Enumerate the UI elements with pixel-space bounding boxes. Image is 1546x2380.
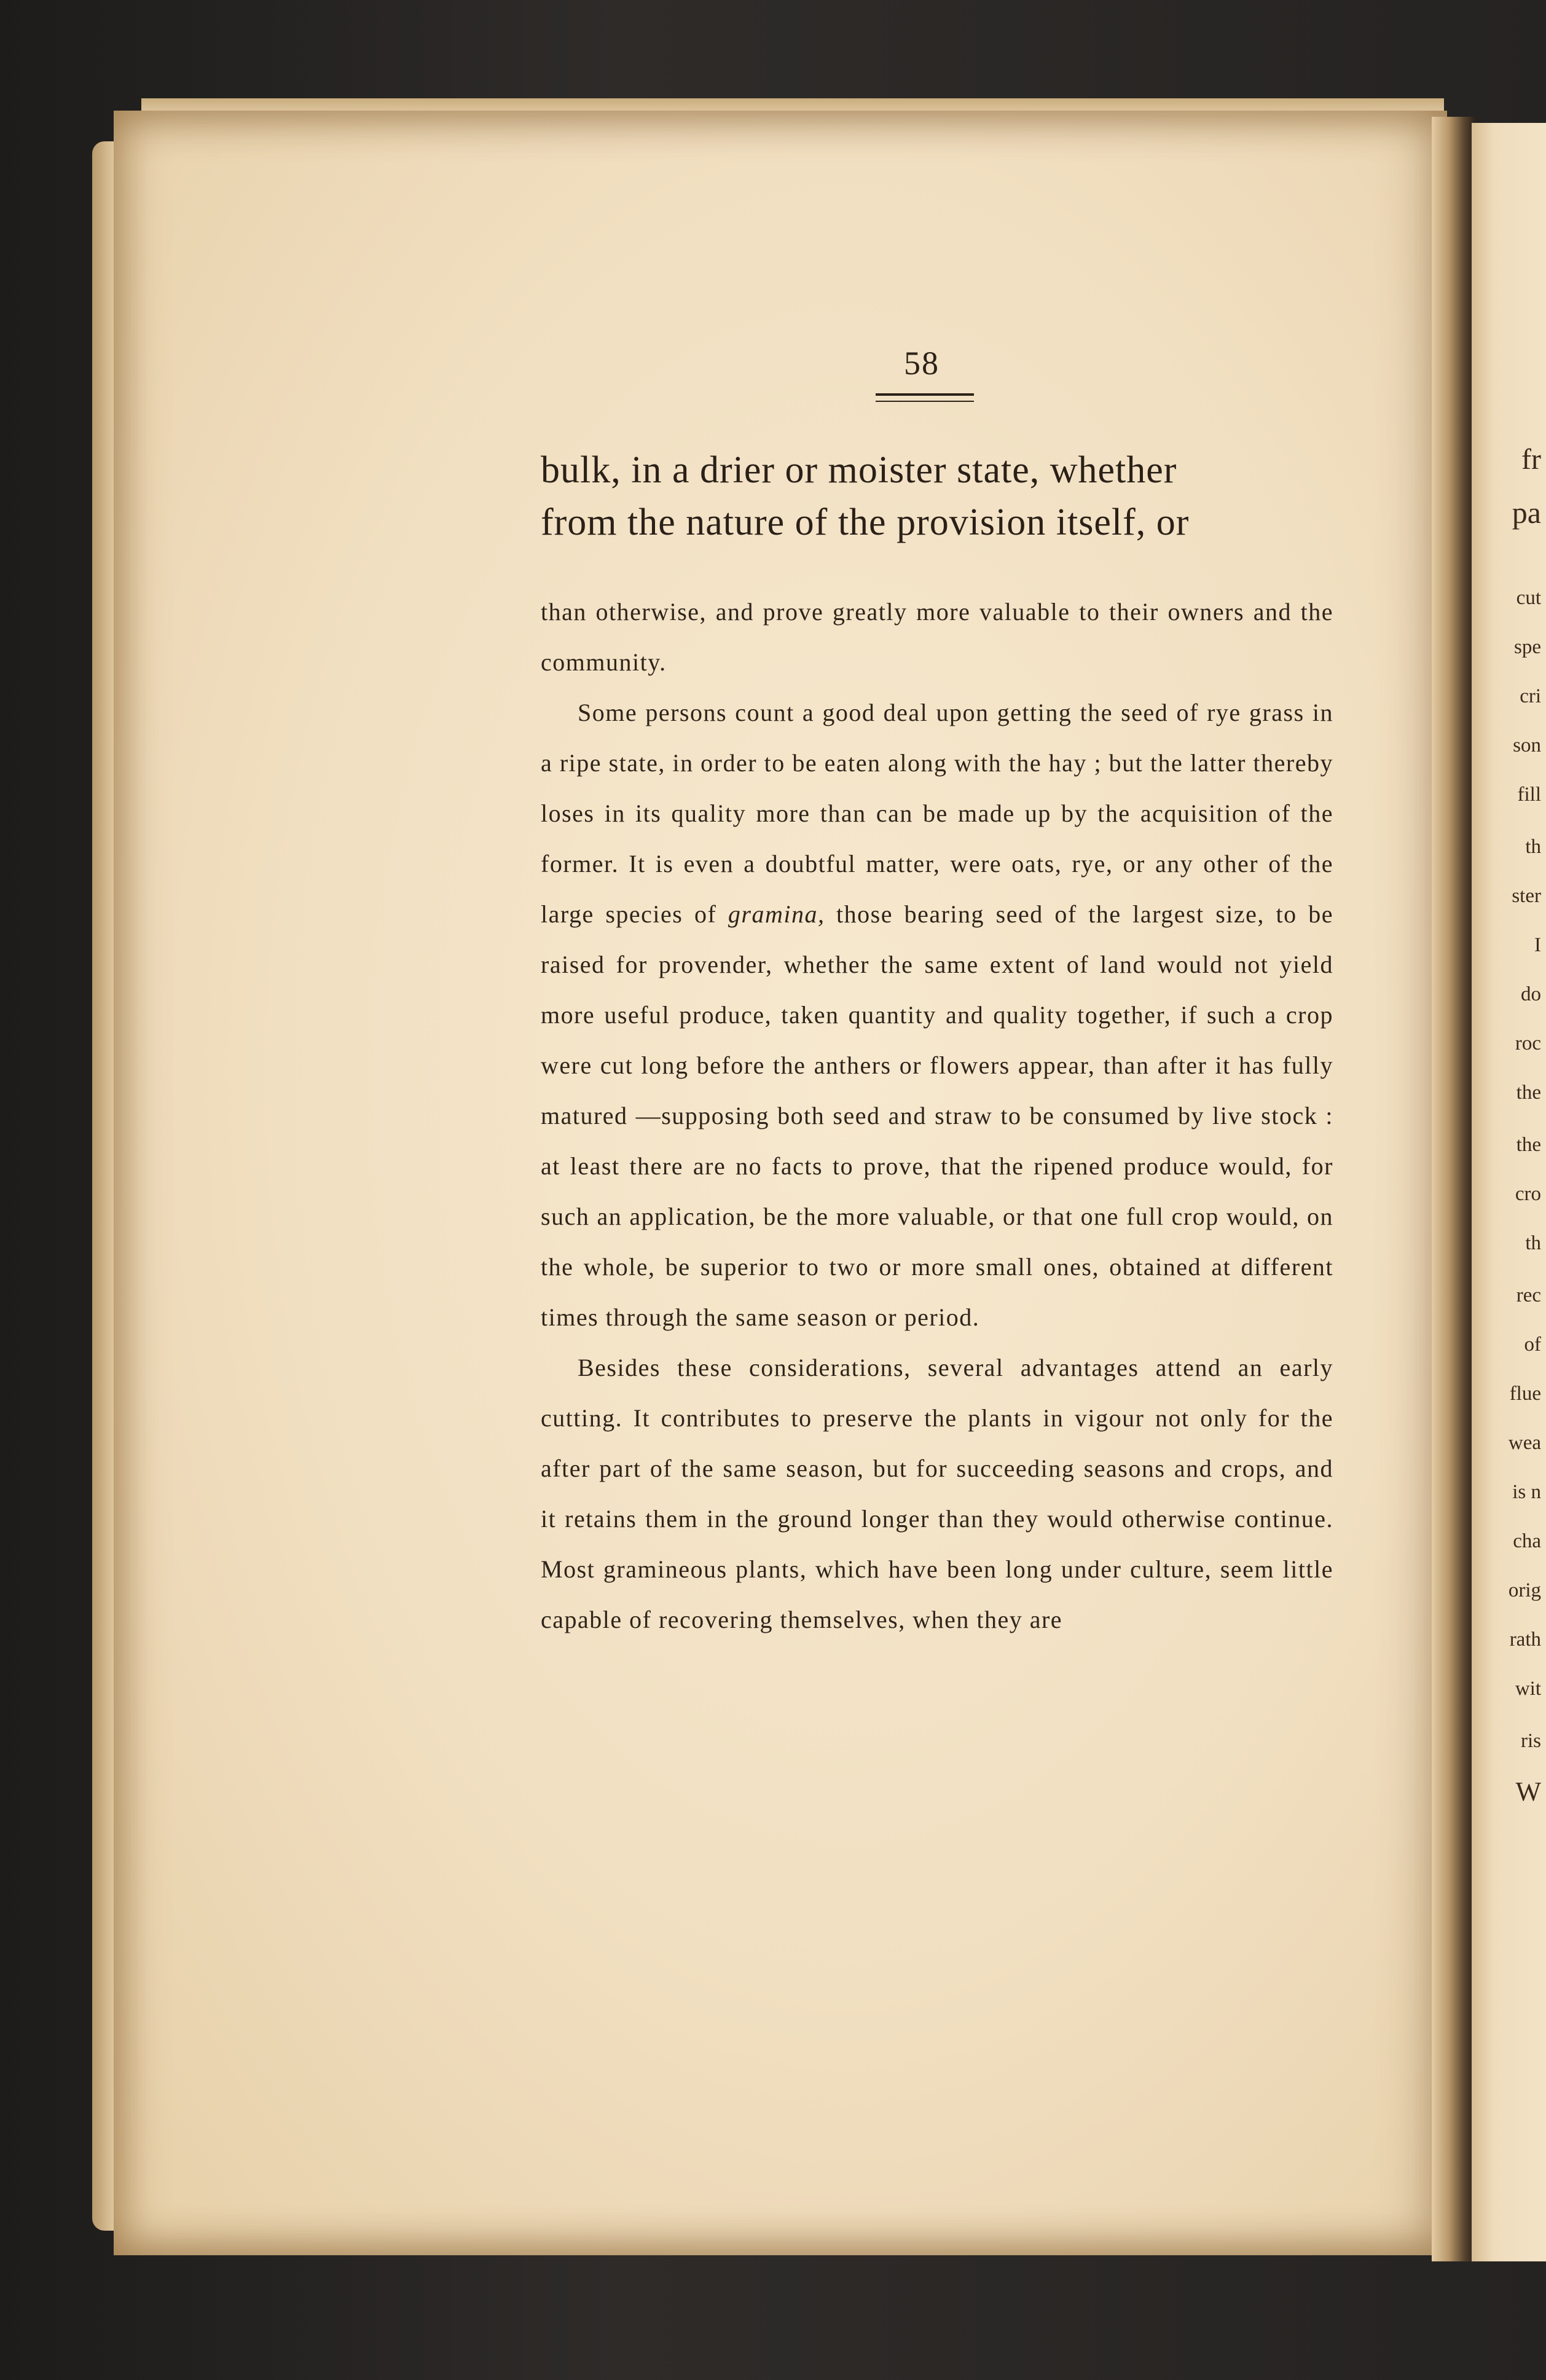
next-page-fragment: is n: [1512, 1481, 1541, 1503]
next-page-fragment: of: [1524, 1333, 1541, 1356]
page-number: 58: [904, 345, 940, 382]
next-page-fragment: orig: [1508, 1579, 1541, 1601]
next-page-fragment: I: [1534, 934, 1541, 956]
next-page-fragment: th: [1525, 1232, 1541, 1254]
body-text: [541, 587, 1333, 1645]
paragraph-text: those bearing seed of the largest size, to be raised for provender, whether the same extent of land would not yield more useful produce, taken quantity and quality together, if such a crop were cut long before the anthers or flowers appear, than after it has fully matured —supposing both seed and straw to be consumed by live stock : at least there are no facts to prove, that the ripened produce would, for such an application, be the more valuable, or that one full crop would, on the whole, be superior to two or more small ones, obtained at different times through the same season or period.: [541, 900, 1334, 1331]
next-page-fragment: th: [1525, 836, 1541, 858]
italic-term: gramina,: [728, 900, 825, 928]
next-page-fragment: pa: [1512, 495, 1541, 530]
next-page-fragment: rec: [1516, 1284, 1541, 1306]
paragraph: than otherwise, and prove greatly more valuable to their owners and the community.: [541, 598, 1333, 676]
next-page-edge: [1472, 123, 1546, 2261]
next-page-fragment: cha: [1513, 1530, 1541, 1552]
next-page-fragment: roc: [1515, 1032, 1541, 1055]
next-page-fragment: wit: [1515, 1678, 1541, 1700]
paragraph: [541, 688, 1333, 1343]
next-page-fragment: cut: [1516, 587, 1541, 609]
next-page-fragment: spe: [1514, 636, 1541, 658]
next-page-fragment: do: [1521, 983, 1541, 1005]
paragraph: Besides these considerations, several advantages attend an early cutting. It contributes to preserve the plants in vigour not only for the after part of the same season, but for succeeding seasons and crops, and it retains them in the ground longer than they would otherwise continue. Most gramineous plants, which have been long under culture, seem little capable of recovering themselves, when they are: [541, 1354, 1333, 1633]
next-page-fragment: cri: [1520, 685, 1541, 707]
next-page-fragment: cro: [1515, 1183, 1541, 1205]
next-page-fragment: flue: [1509, 1383, 1541, 1405]
header-rule: [876, 393, 974, 396]
next-page-fragment: ris: [1521, 1730, 1541, 1752]
book-gutter: [1432, 117, 1475, 2261]
next-page-fragment: fr: [1521, 443, 1541, 476]
paragraph-text: Some persons count a good deal upon getting the seed of rye grass in a ripe state, in order to be eaten along with the hay ; but the latter thereby loses in its quality more than can be made up by the acquisition of the former. It is even a doubtful matter, were oats, rye, or any other of the large species of: [541, 699, 1333, 928]
next-page-fragment: the: [1516, 1082, 1541, 1104]
header-rule: [876, 401, 974, 402]
next-page-fragment: wea: [1508, 1432, 1541, 1454]
next-page-fragment: rath: [1509, 1628, 1541, 1651]
next-page-fragment: fill: [1517, 784, 1541, 806]
next-page-fragment: son: [1513, 734, 1541, 756]
next-page-fragment: ster: [1512, 885, 1541, 907]
catchline: from the nature of the provision itself, or: [541, 501, 1190, 543]
next-page-fragment: W: [1515, 1777, 1541, 1807]
catchline: bulk, in a drier or moister state, whether: [541, 449, 1177, 491]
next-page-fragment: the: [1516, 1134, 1541, 1156]
